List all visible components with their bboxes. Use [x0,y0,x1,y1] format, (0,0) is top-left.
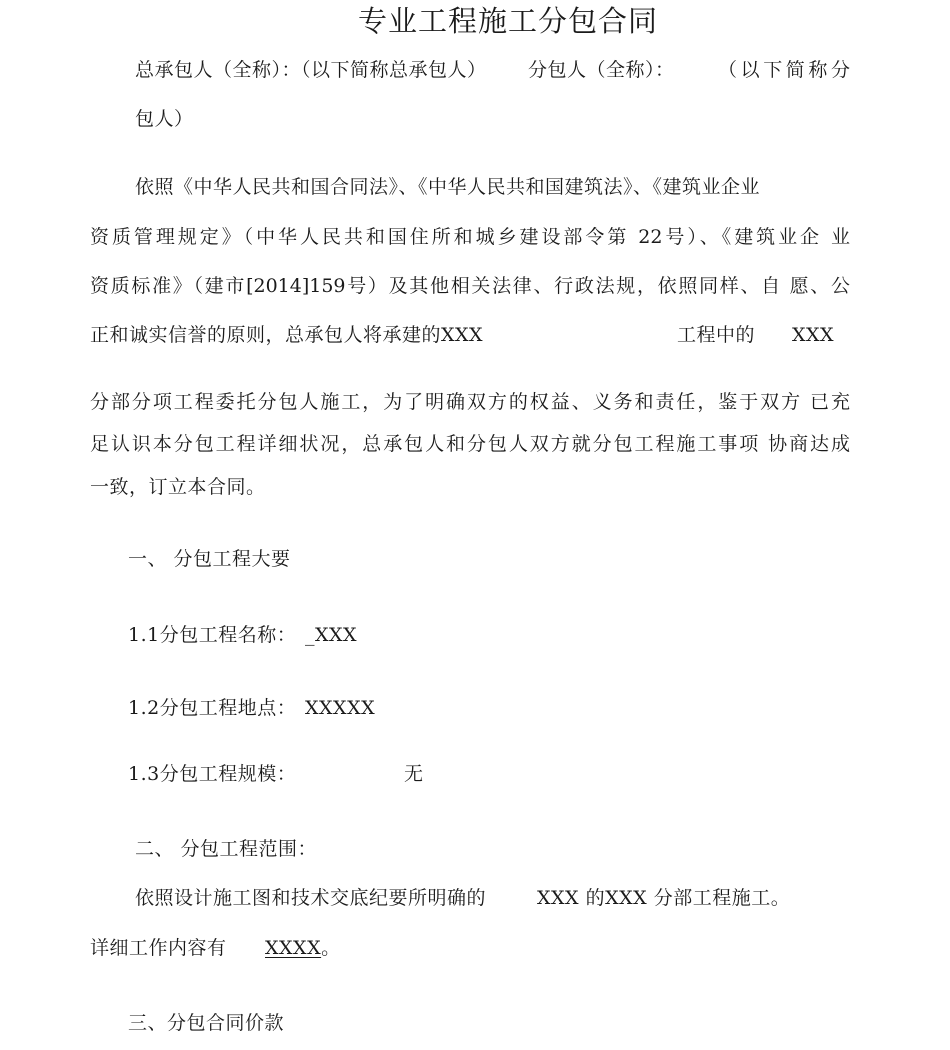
parties-subcontractor-abbr-end: 包人） [135,108,194,130]
preamble-line-4-a: 正和诚实信誉的原则，总承包人将承建的XXX [90,324,484,346]
item-1-2-value: XXXXX [305,697,376,719]
section-2-line-2-group [265,939,341,958]
section-2-line-2-a: 详细工作内容有 [90,937,227,959]
section-2-heading: 二、 分包工程范围： [135,838,318,860]
preamble-line-6: 足认识本分包工程详细状况，总承包人和分包人双方就分包工程施工事项 协商达成 [90,433,850,455]
item-1-2-label: 1.2分包工程地点： [128,697,297,719]
preamble-line-4-b: 工程中的 [677,324,756,346]
work-content-value: XXXX [265,937,322,959]
preamble-line-4-c: XXX [792,324,835,346]
parties-subcontractor-label: 分包人（全称）： [528,59,675,81]
section-2-line-1-a: 依照设计施工图和技术交底纪要所明确的 [135,887,487,909]
preamble-line-1: 依照《中华人民共和国合同法》、《中华人民共和国建筑法》、《建筑业企业 [135,176,761,198]
section-3-heading: 三、分包合同价款 [128,1012,285,1034]
item-1-3-value: 无 [404,763,424,785]
preamble-line-7: 一致，订立本合同。 [90,476,266,498]
preamble-line-3: 资质标准》（建市[2014]159号）及其他相关法律、行政法规，依照同样、自 愿、公 [90,275,850,297]
parties-subcontractor-abbr: （以下简称分 [718,59,850,81]
parties-general-contractor: 总承包人（全称）：（以下简称总承包人） [135,59,487,81]
section-1-heading: 一、 分包工程大要 [128,548,291,570]
item-1-1-value: _XXX [305,624,358,646]
preamble-line-2: 资质管理规定》（中华人民共和国住所和城乡建设部令第 22号）、《建筑业企 业 [90,226,850,248]
item-1-1-label: 1.1分包工程名称： [128,624,297,646]
item-1-3-label: 1.3分包工程规模： [128,763,297,785]
section-2-line-1-b: XXX 的XXX 分部工程施工。 [537,887,791,909]
document-title: 专业工程施工分包合同 [357,4,658,38]
work-content-period: 。 [321,937,341,959]
preamble-line-5: 分部分项工程委托分包人施工，为了明确双方的权益、义务和责任，鉴于双方 已充 [90,391,850,413]
